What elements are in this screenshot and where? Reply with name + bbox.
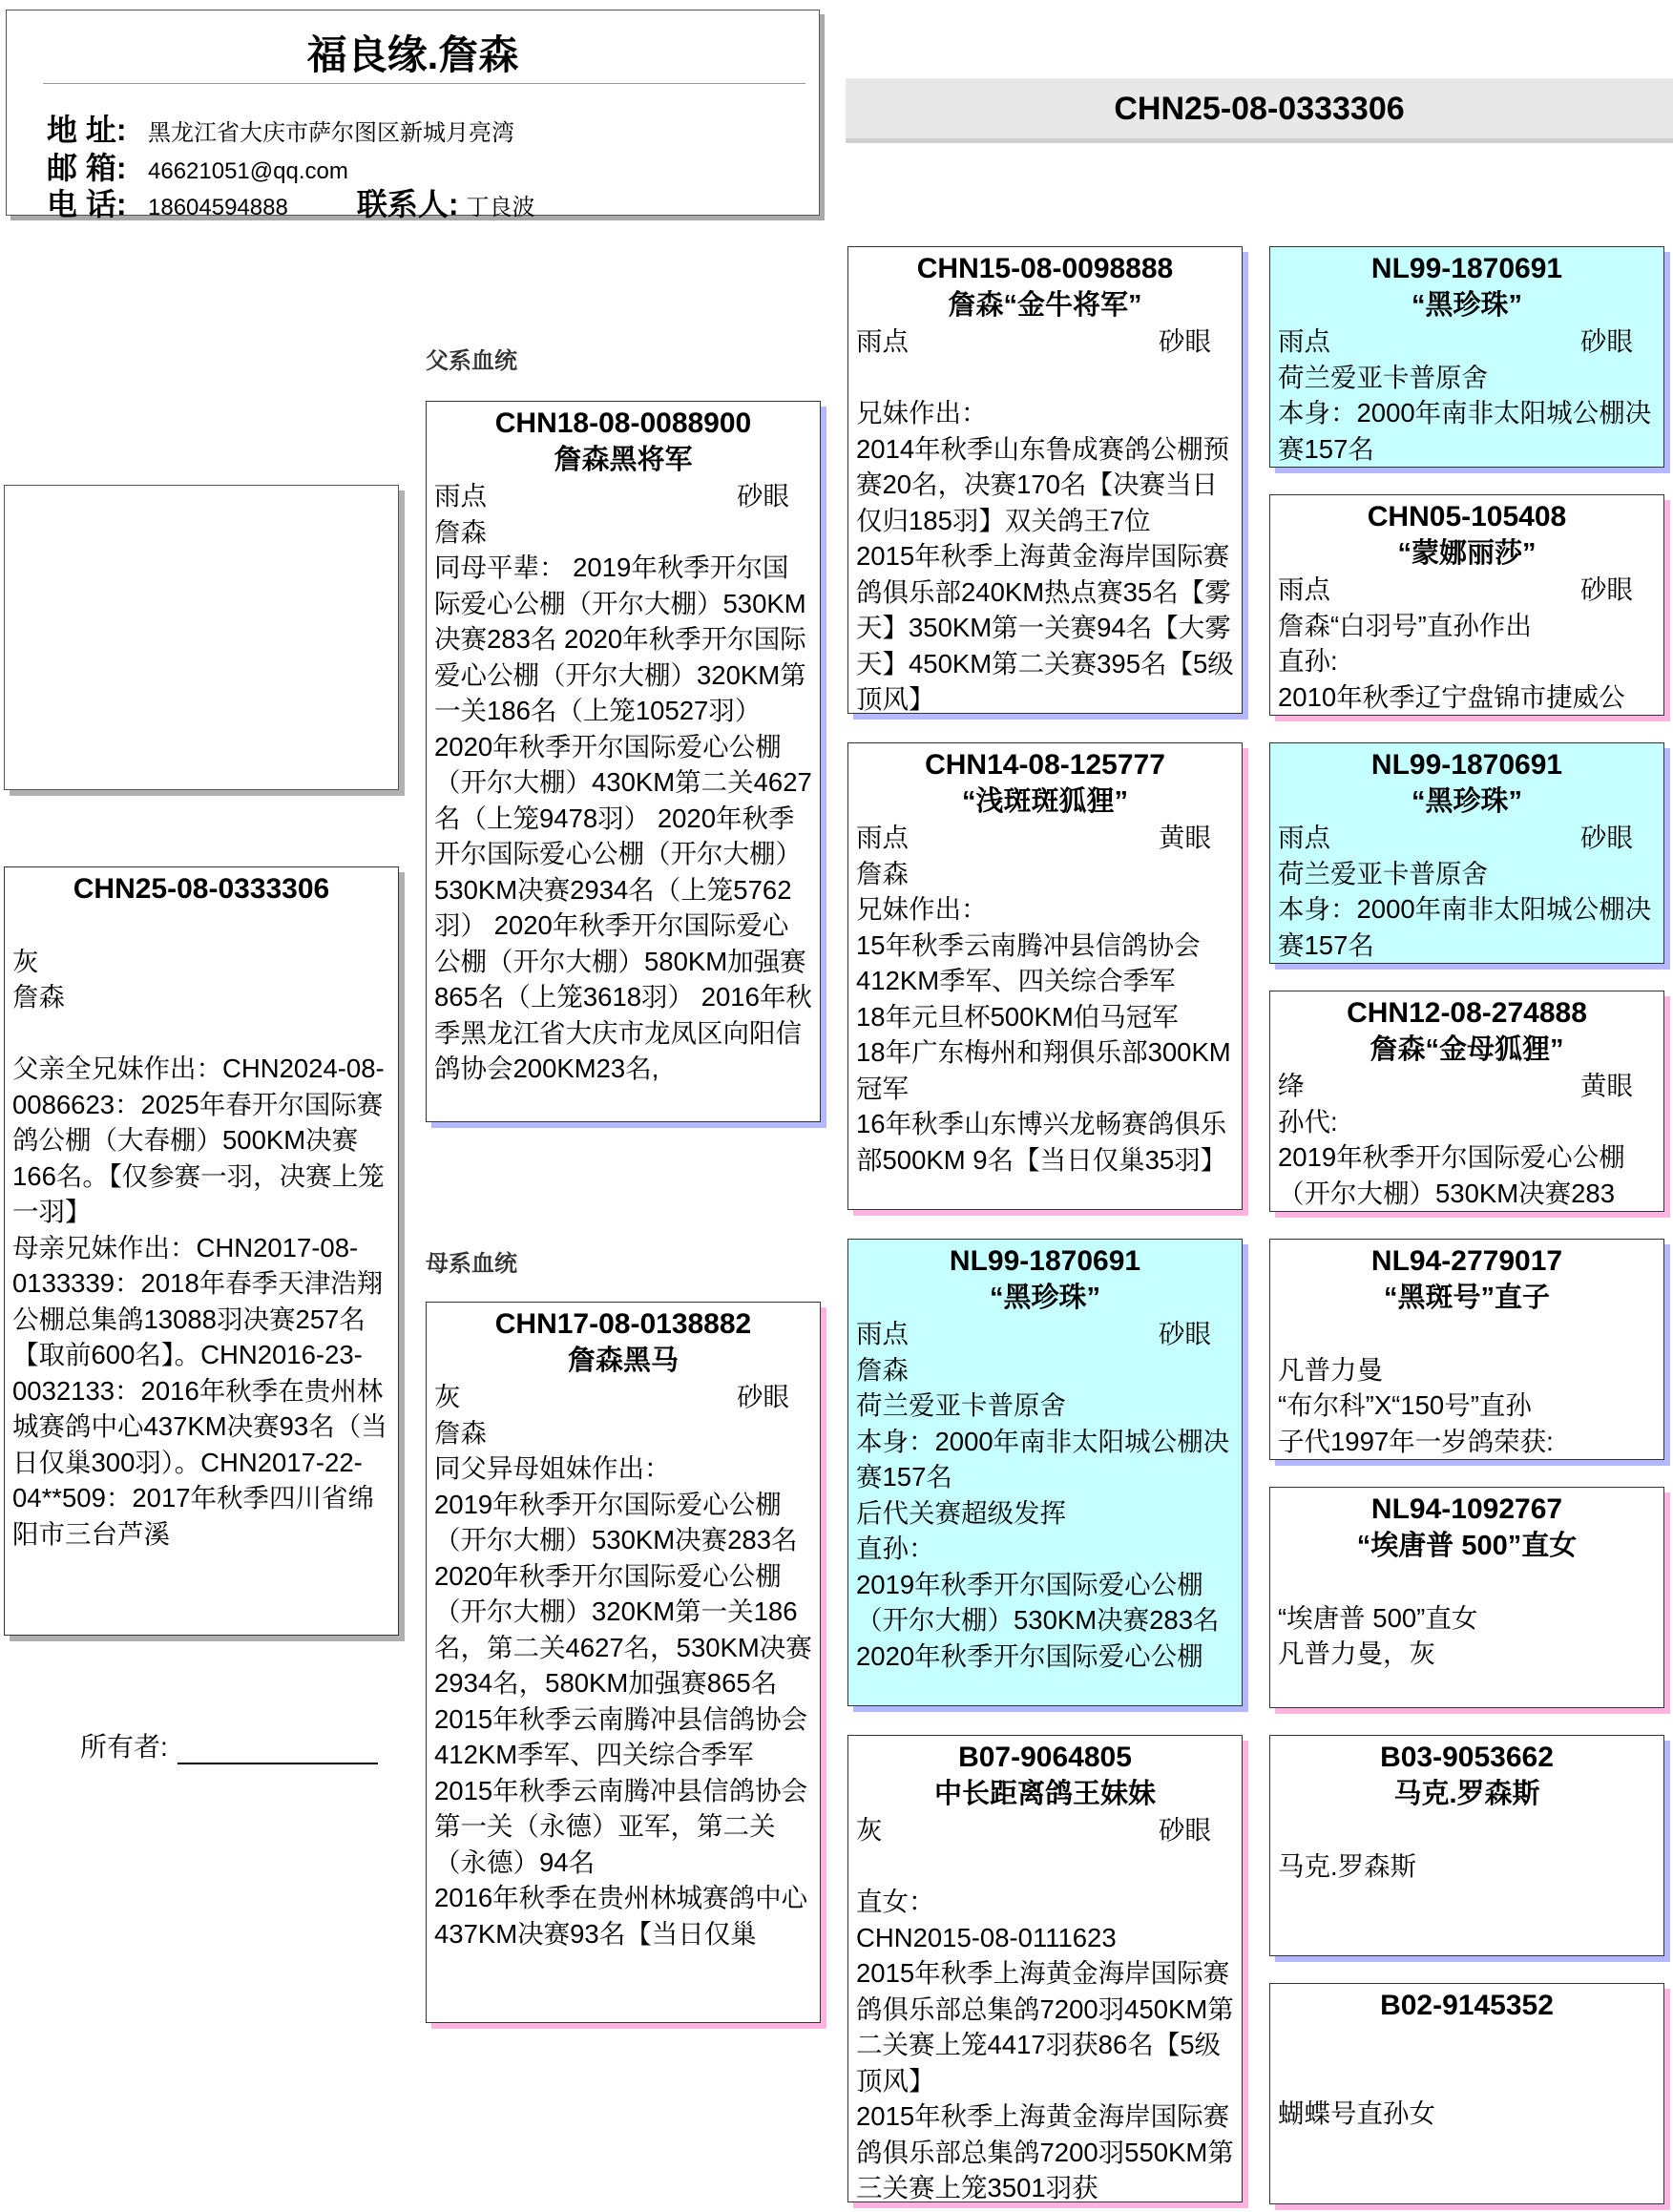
color-eye-row xyxy=(856,820,1234,856)
color-eye-row xyxy=(856,1812,1234,1848)
info-line: 马克.罗森斯 xyxy=(1278,1850,1417,1881)
info-line: 18年元旦杯500KM伯马冠军 xyxy=(856,1001,1179,1032)
info-line: 蝴蝶号直孙女 xyxy=(1278,2098,1435,2128)
dsd-card xyxy=(1269,1487,1664,1708)
dds-lines xyxy=(1278,1812,1656,1884)
spacer-line xyxy=(1278,1812,1656,1848)
spacer-line xyxy=(1278,1316,1656,1352)
info-line: 2019年秋季开尔国际爱心公棚（开尔大棚）530KM决赛283名 xyxy=(856,1569,1220,1635)
sire-lines xyxy=(434,514,812,1087)
color-eye-row xyxy=(1278,323,1656,360)
eye-type: 砂眼 xyxy=(1159,1815,1211,1845)
info-line: 本身：2000年南非太阳城公棚决赛157名 xyxy=(1278,894,1652,960)
header-divider xyxy=(43,83,805,84)
pigeon-name: 詹森黑将军 xyxy=(554,445,693,475)
ring-number: NL99-1870691 xyxy=(949,1245,1141,1277)
sds-lines xyxy=(1278,856,1656,964)
info-line: 2016年秋季在贵州林城赛鸽中心437KM决赛93名【当日仅巢 xyxy=(434,1883,808,1949)
dam-card xyxy=(426,1302,821,2023)
ss-lines xyxy=(856,360,1234,715)
info-line: 本身：2000年南非太阳城公棚决赛157名 xyxy=(856,1426,1230,1492)
eye-type: 黄眼 xyxy=(1159,823,1211,852)
eye-type: 砂眼 xyxy=(1159,1319,1211,1348)
eye-type: 砂眼 xyxy=(737,1382,789,1411)
ring-number: B03-9053662 xyxy=(1380,1742,1554,1773)
ddd-lines xyxy=(1278,2024,1656,2132)
eye-type: 砂眼 xyxy=(1159,326,1211,356)
subject-lines xyxy=(12,908,390,1552)
dss-lines xyxy=(1278,1316,1656,1459)
pigeon-name: “浅斑斑狐狸” xyxy=(961,786,1128,817)
owner-signature-line[interactable] xyxy=(178,1734,378,1764)
spacer-line xyxy=(12,908,390,944)
pigeon-name: “黑珍珠” xyxy=(1411,290,1522,321)
info-line: 荷兰爱亚卡普原舍 xyxy=(1278,858,1488,888)
plumage-color: 雨点 xyxy=(1278,823,1330,852)
plumage-color: 雨点 xyxy=(856,326,909,356)
info-line: 直孙： xyxy=(856,1534,935,1563)
info-line: 詹森 xyxy=(434,516,487,547)
ring-number: NL99-1870691 xyxy=(1370,749,1563,781)
info-line: 2014年秋季山东鲁成赛鸽公棚预赛20名，决赛170名【决赛当日仅归185羽】双关鸽王7位 xyxy=(856,433,1230,535)
info-line: 同父异母姐妹作出： xyxy=(434,1453,671,1483)
dam-dam-card xyxy=(847,1735,1243,2202)
color-eye-row xyxy=(1278,820,1656,856)
sdd-lines xyxy=(1278,1104,1656,1212)
plumage-color: 雨点 xyxy=(434,481,487,511)
phone-row xyxy=(47,180,535,224)
info-line: 2015年秋季上海黄金海岸国际赛鸽俱乐部240KM热点赛35名【雾天】350KM第一关赛94名【大雾天】450KM第二关赛395名【5级顶风】 xyxy=(856,541,1234,714)
header-box xyxy=(6,10,820,221)
pigeon-name: “黑珍珠” xyxy=(1411,786,1522,817)
ring-number: NL94-1092767 xyxy=(1370,1493,1563,1525)
sss-card xyxy=(1269,246,1664,468)
email-label: 邮 箱: xyxy=(47,151,127,185)
pigeon-name: “黑斑号”直子 xyxy=(1383,1283,1550,1313)
info-line: 后代关赛超级发挥 xyxy=(856,1497,1066,1528)
dd-lines xyxy=(856,1848,1234,2203)
ring-number: CHN14-08-125777 xyxy=(925,749,1165,781)
spacer-line xyxy=(856,360,1234,396)
spacer-line xyxy=(1278,2060,1656,2097)
pigeon-name: “黑珍珠” xyxy=(989,1283,1100,1313)
spacer-line xyxy=(856,1848,1234,1885)
eye-type: 砂眼 xyxy=(1580,823,1633,852)
sds-card xyxy=(1269,742,1664,964)
info-line: “布尔科”X“150号”直孙 xyxy=(1278,1390,1532,1420)
sire-sire-card xyxy=(847,246,1243,714)
info-line: 子代1997年一岁鸽荣获: xyxy=(1278,1426,1554,1456)
pigeon-name: 詹森黑马 xyxy=(567,1346,679,1376)
pigeon-name: 中长距离鸽王妹妹 xyxy=(933,1779,1156,1809)
color-eye-row xyxy=(856,323,1234,360)
eye-type: 砂眼 xyxy=(1580,574,1633,604)
eye-type: 黄眼 xyxy=(1580,1071,1633,1100)
color-eye-row xyxy=(434,478,812,514)
ring-number: CHN15-08-0098888 xyxy=(916,253,1174,284)
ring-number: NL99-1870691 xyxy=(1370,253,1563,284)
eye-type: 砂眼 xyxy=(737,481,789,511)
info-line: 詹森 xyxy=(856,858,909,888)
dss-card xyxy=(1269,1239,1664,1460)
info-line: 2015年秋季云南腾冲县信鸽协会412KM季军、四关综合季军 xyxy=(434,1703,808,1769)
plumage-color: 雨点 xyxy=(856,1319,909,1348)
info-line: 直女： xyxy=(856,1887,935,1916)
info-line: 灰 xyxy=(12,946,39,976)
dam-line-label: 母系血统 xyxy=(426,1251,517,1277)
ssd-card xyxy=(1269,494,1664,716)
info-line: 2019年秋季开尔国际爱心公棚（开尔大棚）530KM决赛283 xyxy=(1278,1142,1625,1208)
info-line: 凡普力曼 xyxy=(1278,1354,1383,1385)
contact-label: 联系人: xyxy=(356,187,459,221)
info-line: 16年秋季山东博兴龙畅赛鸽俱乐部500KM 9名【当日仅巢35羽】 xyxy=(856,1109,1227,1175)
info-line: 2015年秋季上海黄金海岸国际赛鸽俱乐部总集鸽7200羽550KM第三关赛上笼3501羽获 xyxy=(856,2101,1234,2202)
info-line: 詹森“白羽号”直孙作出 xyxy=(1278,610,1532,640)
spacer-line xyxy=(1278,1564,1656,1600)
sdd-card xyxy=(1269,991,1664,1212)
pigeon-name: 詹森“金牛将军” xyxy=(948,290,1142,321)
info-line: 18年广东梅州和翔俱乐部300KM冠军 xyxy=(856,1037,1231,1103)
dds-card xyxy=(1269,1735,1664,1956)
info-line: 凡普力曼，灰 xyxy=(1278,1638,1435,1668)
info-line: 2015年秋季云南腾冲县信鸽协会第一关（永德）亚军，第二关（永德）94名 xyxy=(434,1775,808,1877)
spacer-line xyxy=(1278,2024,1656,2060)
pigeon-name: “埃唐普 500”直女 xyxy=(1356,1531,1578,1561)
loft-title: 福良缘.詹森 xyxy=(306,32,519,77)
eye-type: 砂眼 xyxy=(1580,326,1633,356)
pigeon-name: 詹森“金母狐狸” xyxy=(1370,1034,1564,1065)
ring-number: B02-9145352 xyxy=(1380,1990,1554,2021)
info-line: 同母平辈： 2019年秋季开尔国际爱心公棚（开尔大棚）530KM决赛283名 2020年秋季开尔国际爱心公棚（开尔大棚）320KM第一关186名（上笼10527羽） 2020年秋季开尔国际爱心公棚（开尔大棚）430KM第二关4627名（上笼9478羽） 2020年秋季开尔国际爱心公棚（开尔大棚）530KM决赛2934名（上笼5762羽） 2020年秋季开尔国际爱心公棚（开尔大棚）580KM加强赛865名（上笼3618羽） 2016年秋季黑龙江省大庆市龙凤区向阳信鸽协会200KM23名, xyxy=(434,553,812,1083)
info-line: 2020年秋季开尔国际爱心公棚 xyxy=(856,1640,1203,1671)
photo-placeholder xyxy=(4,485,399,790)
info-line: 15年秋季云南腾冲县信鸽协会412KM季军、四关综合季军 xyxy=(856,929,1201,995)
info-line: 孙代: xyxy=(1278,1106,1338,1137)
ring-number: CHN12-08-274888 xyxy=(1347,997,1587,1029)
pigeon-name: “蒙娜丽莎” xyxy=(1397,538,1537,569)
plumage-color: 灰 xyxy=(856,1815,883,1845)
phone-value: 18604594888 xyxy=(148,195,288,220)
color-eye-row xyxy=(1278,572,1656,608)
ring-number: CHN25-08-0333306 xyxy=(73,873,330,905)
dam-lines xyxy=(434,1415,812,1952)
plumage-color: 灰 xyxy=(434,1382,461,1411)
dsd-lines xyxy=(1278,1564,1656,1672)
sire-dam-card xyxy=(847,742,1243,1210)
ring-number: CHN18-08-0088900 xyxy=(494,407,752,439)
spacer-line xyxy=(12,1015,390,1052)
info-line: 荷兰爱亚卡普原舍 xyxy=(856,1390,1066,1420)
banner-ring-number: CHN25-08-0333306 xyxy=(846,78,1673,143)
subject-card xyxy=(4,866,399,1636)
address-value: 黑龙江省大庆市萨尔图区新城月亮湾 xyxy=(148,120,514,146)
info-line: 詹森 xyxy=(12,982,65,1012)
info-line: 直孙: xyxy=(1278,646,1338,676)
color-eye-row xyxy=(434,1379,812,1415)
info-line: 詹森 xyxy=(434,1417,487,1448)
color-eye-row xyxy=(1278,1068,1656,1104)
info-line: 2015年秋季上海黄金海岸国际赛鸽俱乐部总集鸽7200羽450KM第二关赛上笼4417羽获86名【5级顶风】 xyxy=(856,1958,1234,2096)
owner-label: 所有者: xyxy=(80,1732,168,1762)
info-line: 父亲全兄妹作出：CHN2024-08-0086623：2025年春开尔国际赛鸽公棚（大春棚）500KM决赛166名。【仅参赛一羽，决赛上笼一羽】 xyxy=(12,1054,385,1226)
color-eye-row xyxy=(856,1316,1234,1352)
contact-value: 丁良波 xyxy=(466,195,535,220)
info-line: 兄妹作出： xyxy=(856,398,988,428)
sire-line-label: 父系血统 xyxy=(426,348,517,374)
sss-lines xyxy=(1278,360,1656,468)
sd-lines xyxy=(856,856,1234,1179)
owner-row xyxy=(80,1726,378,1764)
info-line: 本身：2000年南非太阳城公棚决赛157名 xyxy=(1278,398,1652,464)
info-line: 荷兰爱亚卡普原舍 xyxy=(1278,362,1488,392)
ring-number: B07-9064805 xyxy=(958,1742,1132,1773)
info-line: CHN2015-08-0111623 xyxy=(856,1922,1117,1952)
pigeon-name: 马克.罗森斯 xyxy=(1393,1779,1540,1809)
ds-lines xyxy=(856,1352,1234,1675)
email-value: 46621051@qq.com xyxy=(148,158,348,184)
plumage-color: 雨点 xyxy=(1278,574,1330,604)
info-line: “埃唐普 500”直女 xyxy=(1278,1602,1478,1633)
address-label: 地 址: xyxy=(47,113,127,147)
ring-number: CHN05-105408 xyxy=(1367,501,1567,532)
info-line: 2020年秋季开尔国际爱心公棚（开尔大棚）320KM第一关186名，第二关4627名，530KM决赛2934名，580KM加强赛865名 xyxy=(434,1560,812,1698)
ddd-card xyxy=(1269,1983,1664,2204)
ssd-lines xyxy=(1278,608,1656,716)
info-line: 詹森 xyxy=(856,1354,909,1385)
phone-label: 电 话: xyxy=(47,187,127,221)
plumage-color: 雨点 xyxy=(856,823,909,852)
info-line: 2019年秋季开尔国际爱心公棚（开尔大棚）530KM决赛283名 xyxy=(434,1489,798,1555)
info-line: 兄妹作出： xyxy=(856,894,988,924)
plumage-color: 雨点 xyxy=(1278,326,1330,356)
info-line: 2010年秋季辽宁盘锦市捷威公 xyxy=(1278,681,1625,712)
plumage-color: 绛 xyxy=(1278,1071,1305,1100)
sire-card xyxy=(426,401,821,1122)
ring-number: CHN17-08-0138882 xyxy=(494,1308,752,1340)
info-line: 母亲兄妹作出：CHN2017-08-0133339：2018年春季天津浩翔公棚总集鸽13088羽决赛257名【取前600名】。CHN2016-23-0032133：2016年秋季在贵州林城赛鸽中心437KM决赛93名（当日仅巢300羽）。CHN2017-22-04**509：2017年秋季四川省绵阳市三台芦溪 xyxy=(12,1232,387,1549)
ring-number: NL94-2779017 xyxy=(1370,1245,1563,1277)
dam-sire-card xyxy=(847,1239,1243,1706)
